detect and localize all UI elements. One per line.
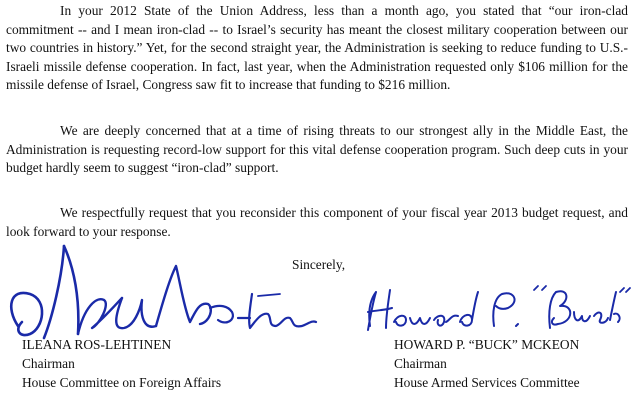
signer-block-mckeon bbox=[394, 336, 580, 392]
signer-name: HOWARD P. “BUCK” MCKEON bbox=[394, 337, 580, 352]
signer-committee: House Armed Services Committee bbox=[394, 374, 580, 390]
signer-title: Chairman bbox=[394, 355, 447, 371]
paragraph-state-of-union: In your 2012 State of the Union Address, less than a month ago, you stated that “our iron-clad commitment -- and I mean iron-clad -- to Israel’s security has meant the closest military cooperation between our two countries in history.” Yet, for the second straight year, the Administration is seeking to reduce funding to U.S.-Israeli missile defense cooperation. In fact, last year, when the Administration requested only $106 million for the missile defense of Israel, Congress saw fit to increase that funding to $216 million. bbox=[6, 3, 628, 93]
signer-committee: House Committee on Foreign Affairs bbox=[22, 374, 222, 390]
signature-mckeon bbox=[362, 282, 637, 342]
paragraph-concern: We are deeply concerned that at a time of rising threats to our strongest ally in the Middle East, the Administration is requesting record-low support for this vital defense cooperation program. Such deep cuts in your budget hardly seem to suggest “iron-clad” support. bbox=[6, 123, 628, 176]
signer-title: Chairman bbox=[22, 355, 75, 371]
signer-block-ros-lehtinen bbox=[22, 336, 221, 392]
signature-ros-lehtinen bbox=[0, 238, 320, 348]
signer-name: ILEANA ROS-LEHTINEN bbox=[22, 337, 172, 352]
closing-salutation: Sincerely, bbox=[292, 257, 346, 272]
paragraph-request: We respectfully request that you reconsider this component of your fiscal year 2013 budget request, and look forward to your response. bbox=[6, 205, 628, 239]
